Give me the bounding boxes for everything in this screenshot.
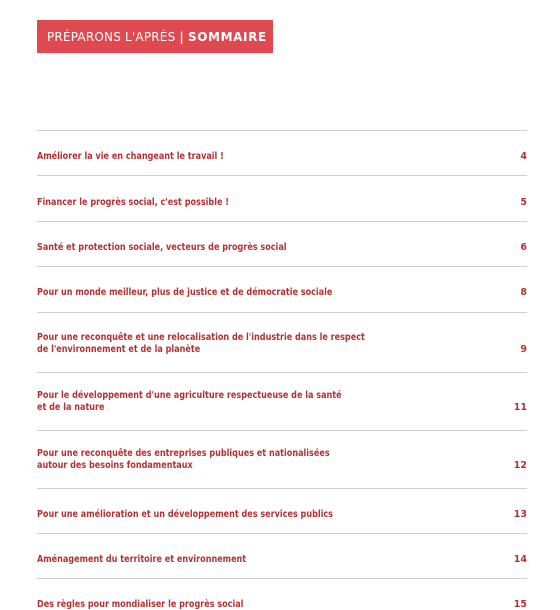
toc-entry-page-number: 8 <box>520 286 527 298</box>
toc-entry-title-line: Aménagement du territoire et environnement <box>37 553 247 565</box>
toc-divider <box>37 533 527 534</box>
toc-entry-title-line: de l'environnement et de la planète <box>37 343 201 355</box>
toc-divider <box>37 312 527 313</box>
toc-entry-title <box>37 287 437 299</box>
toc-entry[interactable] <box>37 554 527 566</box>
toc-entry-title <box>37 448 437 471</box>
toc-entry-title <box>37 554 437 566</box>
toc-entry-page-number: 6 <box>520 241 527 253</box>
toc-entry-title <box>37 242 437 254</box>
toc-entry[interactable] <box>37 509 527 521</box>
toc-entry[interactable] <box>37 599 527 610</box>
toc-divider <box>37 130 527 131</box>
toc-entry-title-line: Santé et protection sociale, vecteurs de progrès social <box>37 241 287 253</box>
toc-entry-title <box>37 332 437 355</box>
toc-divider <box>37 175 527 176</box>
toc-entry[interactable] <box>37 151 527 163</box>
toc-entry-title-line: Pour le développement d'une agriculture respectueuse de la santé <box>37 390 342 401</box>
toc-entry-title <box>37 151 437 163</box>
toc-divider <box>37 372 527 373</box>
toc-divider <box>37 578 527 579</box>
toc-entry-title <box>37 390 437 413</box>
toc-divider <box>37 430 527 431</box>
toc-entry-page-number: 14 <box>513 553 527 565</box>
toc-divider <box>37 488 527 489</box>
header-label: PRÉPARONS L'APRÈS <box>47 29 176 44</box>
toc-divider <box>37 221 527 222</box>
toc-entry-page-number: 4 <box>520 150 527 162</box>
toc-entry-title-line: Pour un monde meilleur, plus de justice et de démocratie sociale <box>37 286 333 298</box>
toc-entry-page-number: 5 <box>520 196 527 208</box>
toc-entry-title <box>37 509 437 521</box>
toc-entry[interactable] <box>37 448 527 471</box>
toc-entry-title-line: Pour une reconquête des entreprises publiques et nationalisées <box>37 448 330 459</box>
toc-divider <box>37 266 527 267</box>
toc-entry-page-number: 15 <box>513 598 527 610</box>
toc-entry[interactable] <box>37 390 527 413</box>
toc-entry-title-line: et de la nature <box>37 401 105 413</box>
toc-entry[interactable] <box>37 242 527 254</box>
toc-entry[interactable] <box>37 287 527 299</box>
toc-entry-page-number: 13 <box>513 508 527 520</box>
toc-entry-title-line: Financer le progrès social, c'est possible ! <box>37 196 229 208</box>
toc-entry-title-line: Pour une reconquête et une relocalisation de l'industrie dans le respect <box>37 332 365 343</box>
toc-entry[interactable] <box>37 197 527 209</box>
toc-entry-title-line: autour des besoins fondamentaux <box>37 459 193 471</box>
toc-entry-title <box>37 197 437 209</box>
header-title: SOMMAIRE <box>188 29 267 44</box>
header-separator: | <box>179 29 184 44</box>
toc-entry-title <box>37 599 437 610</box>
toc-entry-title-line: Des règles pour mondialiser le progrès social <box>37 598 244 610</box>
toc-entry-title-line: Pour une amélioration et un développement des services publics <box>37 508 333 520</box>
section-header-banner <box>37 20 273 53</box>
toc-entry-page-number: 12 <box>513 459 527 471</box>
toc-entry[interactable] <box>37 332 527 355</box>
toc-entry-page-number: 11 <box>513 401 527 413</box>
toc-entry-page-number: 9 <box>520 343 527 355</box>
toc-entry-title-line: Améliorer la vie en changeant le travail ! <box>37 150 224 162</box>
